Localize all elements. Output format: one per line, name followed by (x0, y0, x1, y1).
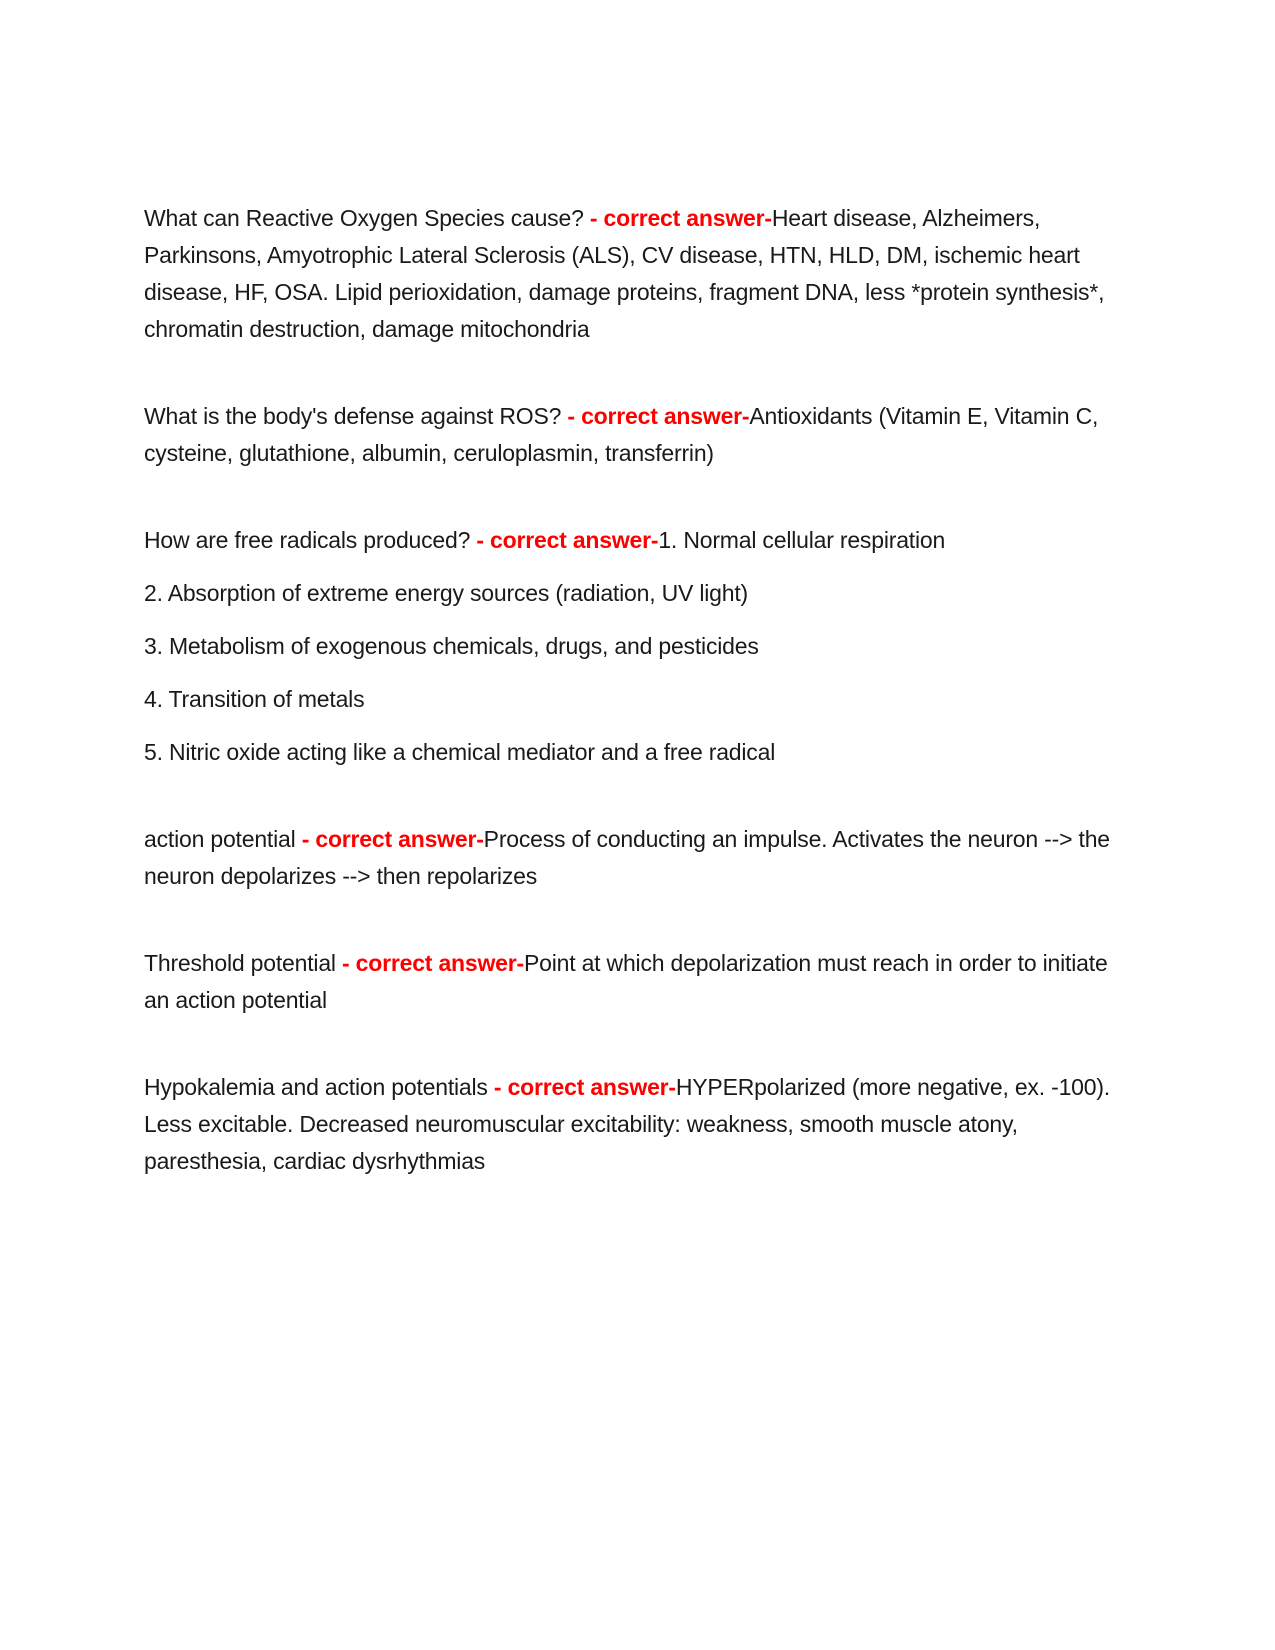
correct-answer-marker: - correct answer- (342, 950, 524, 976)
qa-block (144, 1069, 1112, 1180)
text-run: 1. Normal cellular respiration (658, 527, 946, 553)
text-run: Antioxidants (Vitamin E, Vitamin C, cysteine, glutathione, albumin, ceruloplasmin, transferrin) (144, 403, 1099, 466)
paragraph (144, 1069, 1112, 1180)
paragraph (144, 522, 1112, 559)
qa-block (144, 522, 1112, 771)
correct-answer-marker: - correct answer- (476, 527, 659, 553)
paragraph (144, 200, 1112, 348)
text-run: 2. Absorption of extreme energy sources (radiation, UV light) (144, 580, 748, 606)
paragraph (144, 398, 1112, 472)
correct-answer-marker: - correct answer- (301, 826, 484, 852)
text-run: 4. Transition of metals (144, 686, 365, 712)
paragraph (144, 575, 1112, 612)
text-run: How are free radicals produced? (144, 527, 477, 553)
paragraph (144, 628, 1112, 665)
qa-block (144, 945, 1112, 1019)
paragraph (144, 945, 1112, 1019)
text-run: Heart disease, Alzheimers, Parkinsons, Amyotrophic Lateral Sclerosis (ALS), CV disease, HTN, HLD, DM, ischemic heart disease, HF, OSA. Lipid perioxidation, damage proteins, fragment DNA, less *protein synthesis*, chromatin destruction, damage mitochondria (144, 205, 1105, 342)
text-run: What is the body's defense against ROS? (144, 403, 568, 429)
qa-block (144, 821, 1112, 895)
text-run: action potential (144, 826, 302, 852)
correct-answer-marker: - correct answer- (567, 403, 750, 429)
text-run: Process of conducting an impulse. Activates the neuron --> the neuron depolarizes --> then repolarizes (144, 826, 1110, 889)
text-run: 3. Metabolism of exogenous chemicals, drugs, and pesticides (144, 633, 759, 659)
correct-answer-marker: - correct answer- (589, 205, 772, 231)
paragraph (144, 734, 1112, 771)
text-run: Hypokalemia and action potentials (144, 1074, 494, 1100)
document-content (144, 200, 1112, 1196)
paragraph (144, 821, 1112, 895)
text-run: Threshold potential (144, 950, 343, 976)
paragraph (144, 681, 1112, 718)
text-run: 5. Nitric oxide acting like a chemical mediator and a free radical (144, 739, 776, 765)
correct-answer-marker: - correct answer- (493, 1074, 676, 1100)
qa-block (144, 398, 1112, 472)
qa-block (144, 200, 1112, 348)
text-run: HYPERpolarized (more negative, ex. -100). Less excitable. Decreased neuromuscular excitability: weakness, smooth muscle atony, paresthesia, cardiac dysrhythmias (144, 1074, 1110, 1174)
text-run: Point at which depolarization must reach in order to initiate an action potential (144, 950, 1108, 1013)
text-run: What can Reactive Oxygen Species cause? (144, 205, 590, 231)
